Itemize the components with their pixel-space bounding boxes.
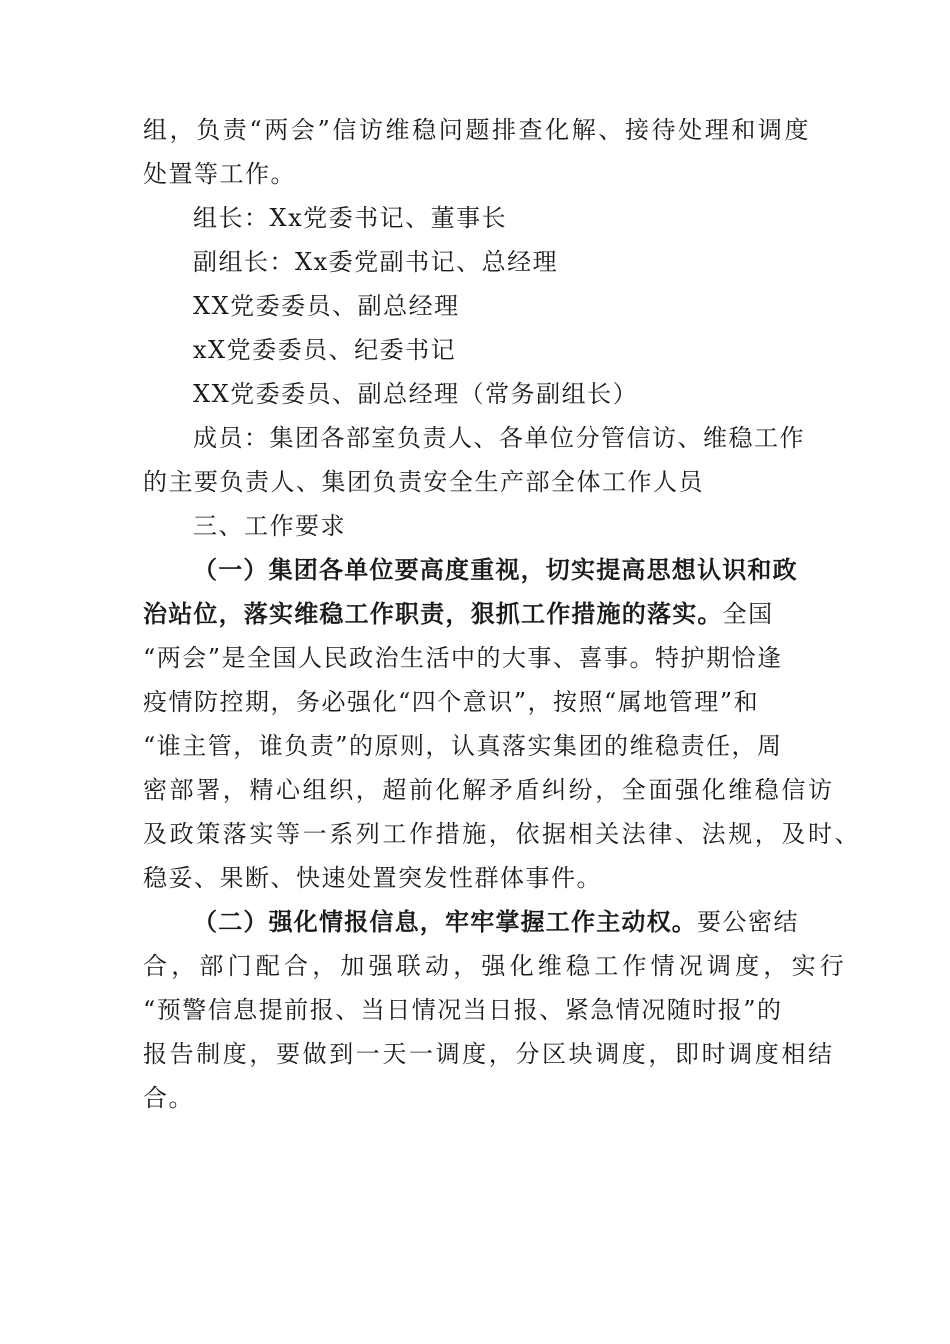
section1-line: 密部署，精心组织，超前化解矛盾纠纷，全面强化维稳信访 (143, 776, 835, 804)
document-page (143, 108, 862, 1120)
section2-line: “预警信息提前报、当日情况当日报、紧急情况随时报”的 (143, 996, 783, 1024)
section1-line: “两会”是全国人民政治生活中的大事、喜事。特护期恰逢 (143, 644, 783, 672)
section1-line: 疫情防控期，务必强化“四个意识”，按照“属地管理”和 (143, 688, 760, 716)
section1-line (143, 592, 813, 636)
deputy-leader-line: 副组长：Xx委党副书记、总经理 (193, 248, 559, 276)
member-line: XX党委委员、副总经理 (193, 292, 460, 320)
section1-bold-line: （一）集团各单位要高度重视，切实提高思想认识和政 (193, 556, 798, 584)
section2-line: 合，部门配合，加强联动，强化维稳工作情况调度，实行 (143, 952, 848, 980)
paragraph-line: 组，负责“两会”信访维稳问题排查化解、接待处理和调度 (143, 116, 812, 144)
section2-line: 合。 (143, 1084, 194, 1112)
leader-line: 组长：Xx党委书记、董事长 (193, 204, 508, 232)
section2-text: 要公密结 (697, 908, 799, 936)
section1-bold-text: 治站位，落实维稳工作职责，狠抓工作措施的落实。 (143, 600, 723, 628)
member-line: xX党委委员、纪委书记 (193, 336, 457, 364)
section-heading: 三、工作要求 (193, 512, 346, 540)
members-line: 的主要负责人、集团负责安全生产部全体工作人员 (143, 468, 704, 496)
member-line: XX党委委员、副总经理（常务副组长） (193, 380, 639, 408)
section2-line: 报告制度，要做到一天一调度，分区块调度，即时调度相结 (143, 1040, 835, 1068)
section1-line: “谁主管，谁负责”的原则，认真落实集团的维稳责任，周 (143, 732, 783, 760)
section1-line: 稳妥、果断、快速处置突发性群体事件。 (143, 864, 602, 892)
paragraph-line: 处置等工作。 (143, 160, 296, 188)
section1-line: 及政策落实等一系列工作措施，依据相关法律、法规，及时、 (143, 820, 862, 848)
members-line: 成员：集团各部室负责人、各单位分管信访、维稳工作 (193, 424, 805, 452)
section1-text: 全国 (722, 600, 774, 628)
section2-bold-text: （二）强化情报信息，牢牢掌握工作主动权。 (193, 908, 697, 936)
section2-line (143, 900, 813, 944)
